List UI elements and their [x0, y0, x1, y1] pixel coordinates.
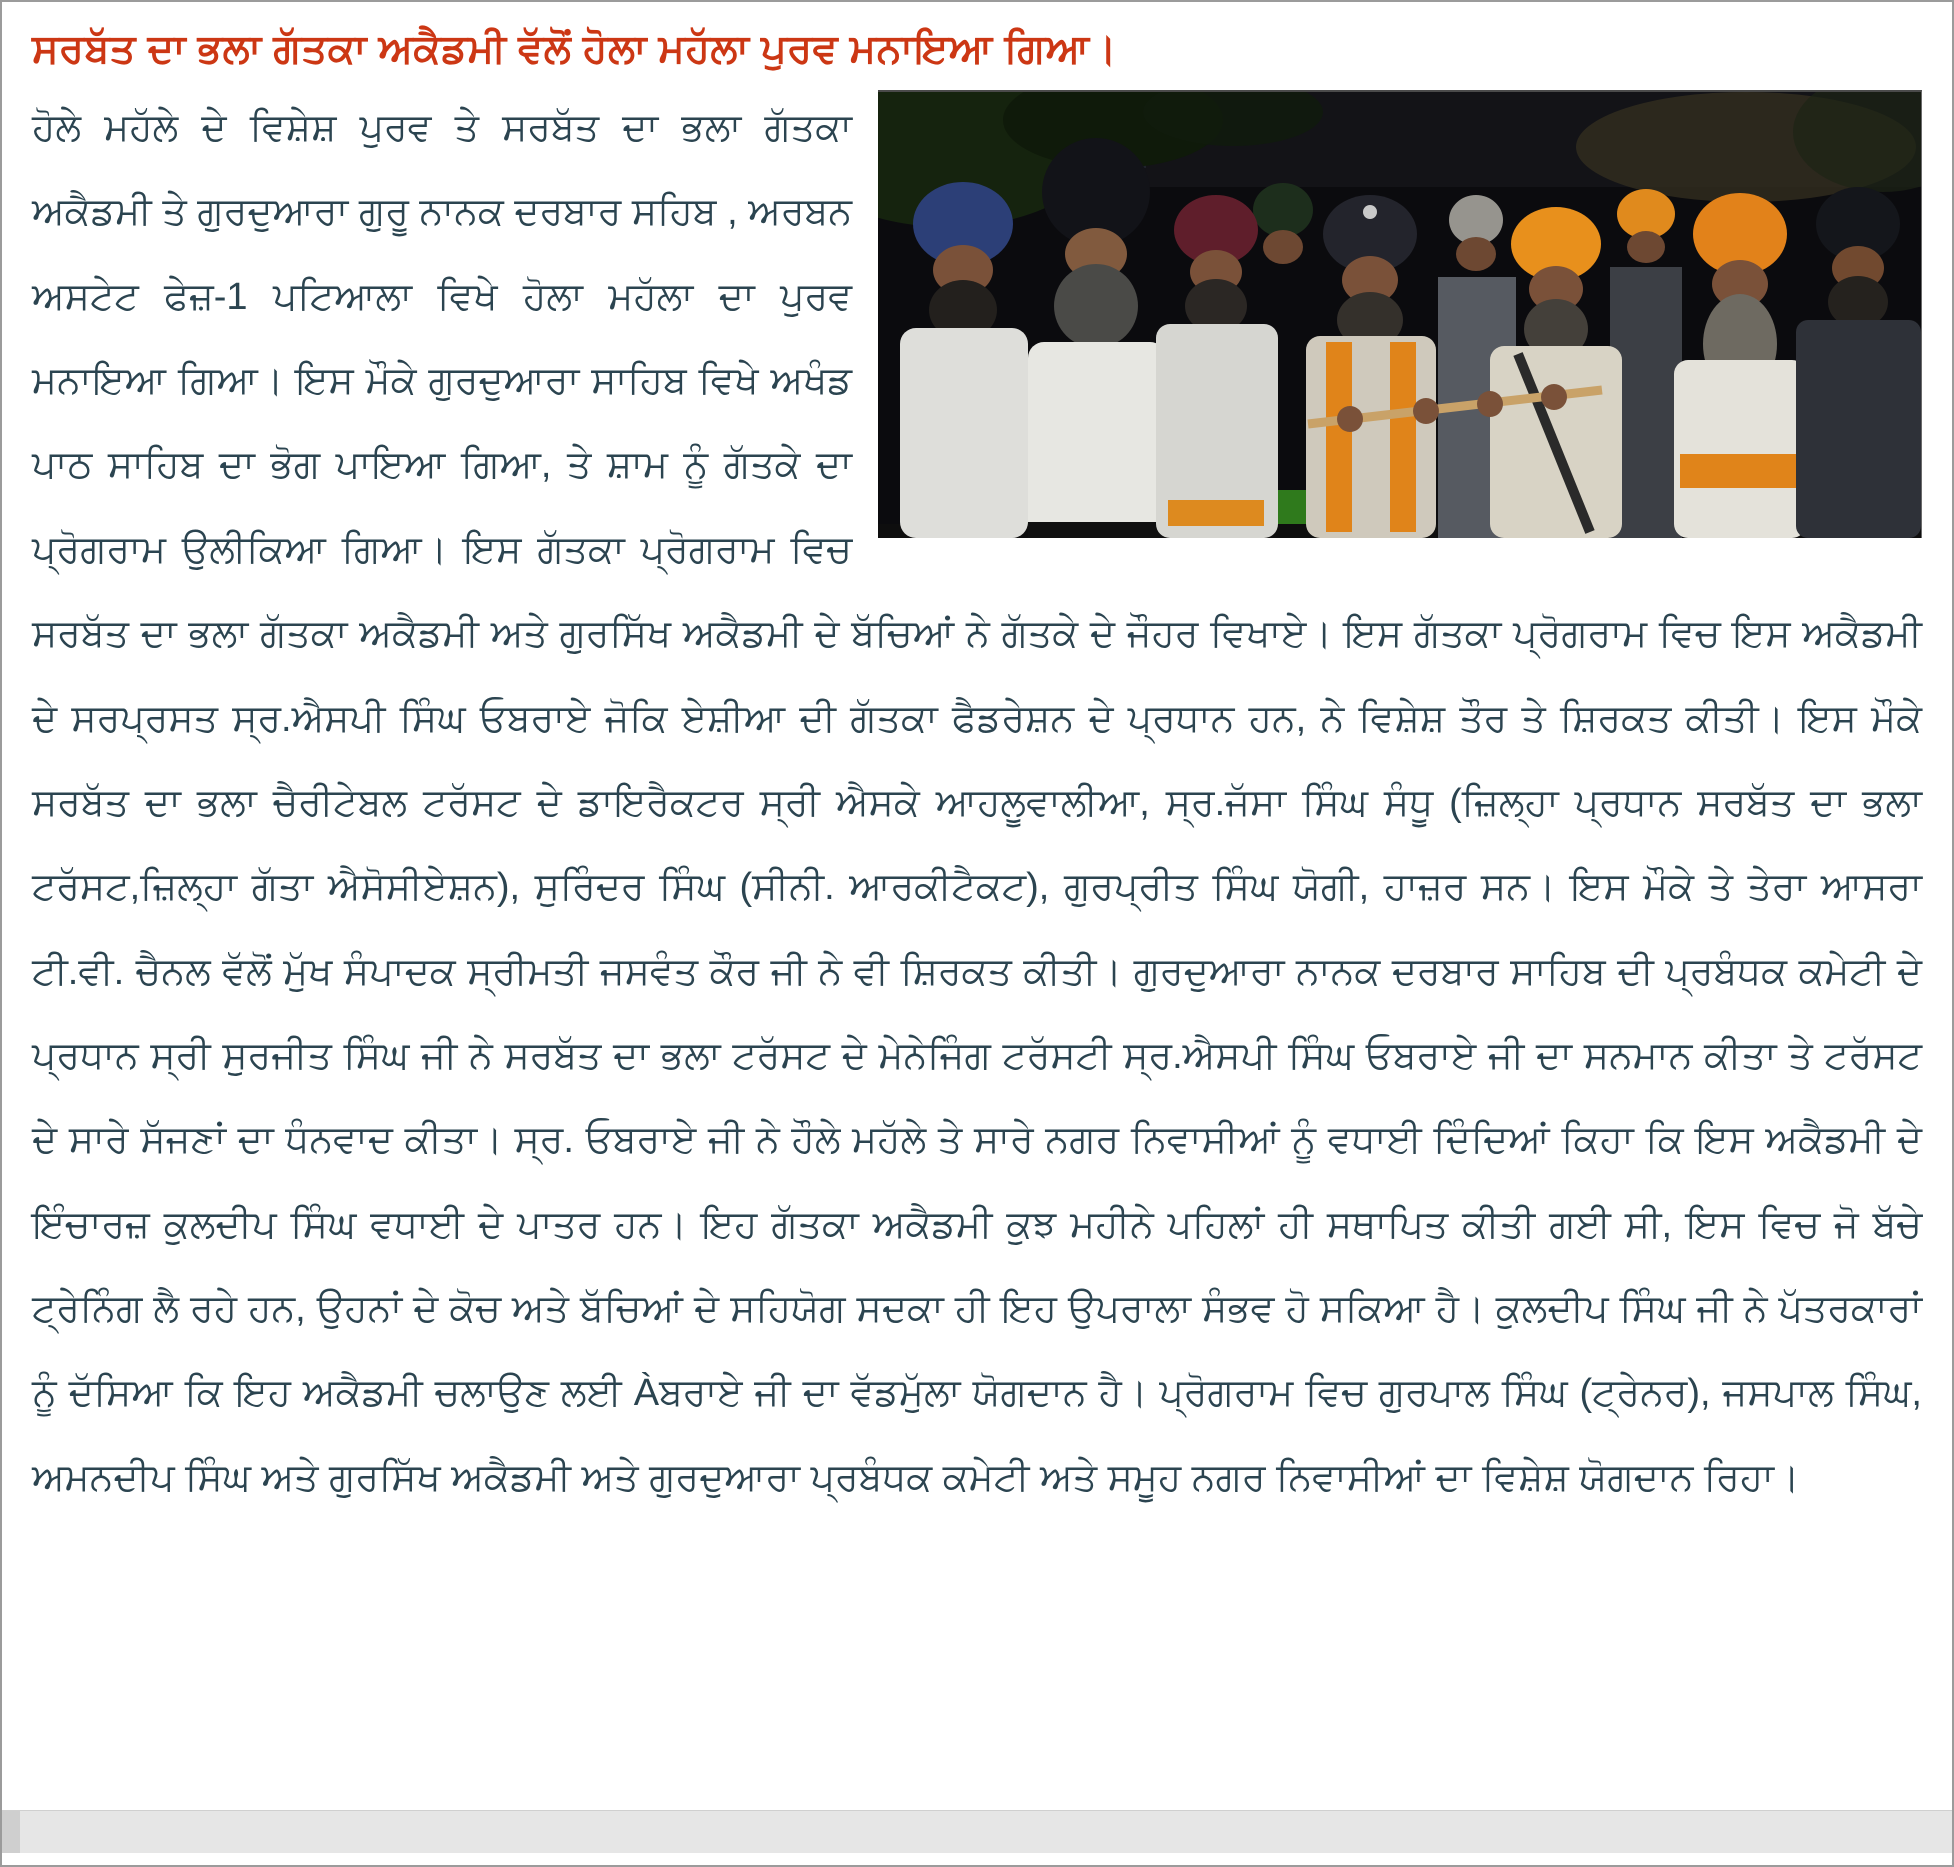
group-photo-illustration: [878, 92, 1921, 538]
article-body: ਹੋਲੇ ਮਹੱਲੇ ਦੇ ਵਿਸ਼ੇਸ਼ ਪੁਰਵ ਤੇ ਸਰਬੱਤ ਦਾ ਭਲਾ ਗੱਤਕਾ ਅਕੈਡਮੀ ਤੇ ਗੁਰਦੁਆਰਾ ਗੁਰੂ ਨਾਨਕ ਦਰਬਾਰ ਸਹਿਬ , ਅਰਬਨ ਅਸਟੇਟ ਫੇਜ਼-1 ਪਟਿਆਲਾ ਵਿਖੇ ਹੋਲਾ ਮਹੱਲਾ ਦਾ ਪੁਰਵ ਮਨਾਇਆ ਗਿਆ। ਇਸ ਮੌਕੇ ਗੁਰਦੁਆਰਾ ਸਾਹਿਬ ਵਿਖੇ ਅਖੰਡ ਪਾਠ ਸਾਹਿਬ ਦਾ ਭੋਗ ਪਾਇਆ ਗਿਆ, ਤੇ ਸ਼ਾਮ ਨੂੰ ਗੱਤਕੇ ਦਾ ਪ੍ਰੋਗਰਾਮ ਉਲੀਕਿਆ ਗਿਆ। ਇਸ ਗੱਤਕਾ ਪ੍ਰੋਗਰਾਮ ਵਿਚ ਸਰਬੱਤ ਦਾ ਭਲਾ ਗੱਤਕਾ ਅਕੈਡਮੀ ਅਤੇ ਗੁਰਸਿੱਖ ਅਕੈਡਮੀ ਦੇ ਬੱਚਿਆਂ ਨੇ ਗੱਤਕੇ ਦੇ ਜੌਹਰ ਵਿਖਾਏ। ਇਸ ਗੱਤਕਾ ਪ੍ਰੋਗਰਾਮ ਵਿਚ ਇਸ ਅਕੈਡਮੀ ਦੇ ਸਰਪ੍ਰਸਤ ਸ੍ਰ.ਐਸਪੀ ਸਿੰਘ ਓਬਰਾਏ ਜੋਕਿ ਏਸ਼ੀਆ ਦੀ ਗੱਤਕਾ ਫੈਡਰੇਸ਼ਨ ਦੇ ਪ੍ਰਧਾਨ ਹਨ, ਨੇ ਵਿਸ਼ੇਸ਼ ਤੌਰ ਤੇ ਸ਼ਿਰਕਤ ਕੀਤੀ। ਇਸ ਮੌਕੇ ਸਰਬੱਤ ਦਾ ਭਲਾ ਚੈਰੀਟੇਬਲ ਟਰੱਸਟ ਦੇ ਡਾਇਰੈਕਟਰ ਸ੍ਰੀ ਐਸਕੇ ਆਹਲੂਵਾਲੀਆ, ਸ੍ਰ.ਜੱਸਾ ਸਿੰਘ ਸੰਧੂ (ਜ਼ਿਲ੍ਹਾ ਪ੍ਰਧਾਨ ਸਰਬੱਤ ਦਾ ਭਲਾ ਟਰੱਸਟ,ਜ਼ਿਲ੍ਹਾ ਗੱਤਾ ਐਸੋਸੀਏਸ਼ਨ), ਸੁਰਿੰਦਰ ਸਿੰਘ (ਸੀਨੀ. ਆਰਕੀਟੈਕਟ), ਗੁਰਪ੍ਰੀਤ ਸਿੰਘ ਯੋਗੀ, ਹਾਜ਼ਰ ਸਨ। ਇਸ ਮੌਕੇ ਤੇ ਤੇਰਾ ਆਸਰਾ ਟੀ.ਵੀ. ਚੈਨਲ ਵੱਲੋਂ ਮੁੱਖ ਸੰਪਾਦਕ ਸ੍ਰੀਮਤੀ ਜਸਵੰਤ ਕੌਰ ਜੀ ਨੇ ਵੀ ਸ਼ਿਰਕਤ ਕੀਤੀ। ਗੁਰਦੁਆਰਾ ਨਾਨਕ ਦਰਬਾਰ ਸਾਹਿਬ ਦੀ ਪ੍ਰਬੰਧਕ ਕਮੇਟੀ ਦੇ ਪ੍ਰਧਾਨ ਸ੍ਰੀ ਸੁਰਜੀਤ ਸਿੰਘ ਜੀ ਨੇ ਸਰਬੱਤ ਦਾ ਭਲਾ ਟਰੱਸਟ ਦੇ ਮੇਨੇਜਿੰਗ ਟਰੱਸਟੀ ਸ੍ਰ.ਐਸਪੀ ਸਿੰਘ ਓਬਰਾਏ ਜੀ ਦਾ ਸਨਮਾਨ ਕੀਤਾ ਤੇ ਟਰੱਸਟ ਦੇ ਸਾਰੇ ਸੱਜਣਾਂ ਦਾ ਧੰਨਵਾਦ ਕੀਤਾ। ਸ੍ਰ. ਓਬਰਾਏ ਜੀ ਨੇ ਹੌਲੇ ਮਹੱਲੇ ਤੇ ਸਾਰੇ ਨਗਰ ਨਿਵਾਸੀਆਂ ਨੂੰ ਵਧਾਈ ਦਿੰਦਿਆਂ ਕਿਹਾ ਕਿ ਇਸ ਅਕੈਡਮੀ ਦੇ ਇੰਚਾਰਜ਼ ਕੁਲਦੀਪ ਸਿੰਘ ਵਧਾਈ ਦੇ ਪਾਤਰ ਹਨ। ਇਹ ਗੱਤਕਾ ਅਕੈਡਮੀ ਕੁਝ ਮਹੀਨੇ ਪਹਿਲਾਂ ਹੀ ਸਥਾਪਿਤ ਕੀਤੀ ਗਈ ਸੀ, ਇਸ ਵਿਚ ਜੋ ਬੱਚੇ ਟ੍ਰੇਨਿੰਗ ਲੈ ਰਹੇ ਹਨ, ਉਹਨਾਂ ਦੇ ਕੋਚ ਅਤੇ ਬੱਚਿਆਂ ਦੇ ਸਹਿਯੋਗ ਸਦਕਾ ਹੀ ਇਹ ਉਪਰਾਲਾ ਸੰਭਵ ਹੋ ਸਕਿਆ ਹੈ। ਕੁਲਦੀਪ ਸਿੰਘ ਜੀ ਨੇ ਪੱਤਰਕਾਰਾਂ ਨੂੰ ਦੱਸਿਆ ਕਿ ਇਹ ਅਕੈਡਮੀ ਚਲਾਉਣ ਲਈ Àਬਰਾਏ ਜੀ ਦਾ ਵੱਡਮੁੱਲਾ ਯੋਗਦਾਨ ਹੈ। ਪ੍ਰੋਗਰਾਮ ਵਿਚ ਗੁਰਪਾਲ ਸਿੰਘ (ਟ੍ਰੇਨਰ), ਜਸਪਾਲ ਸਿੰਘ, ਅਮਨਦੀਪ ਸਿੰਘ ਅਤੇ ਗੁਰਸਿੱਖ ਅਕੈਡਮੀ ਅਤੇ ਗੁਰਦੁਆਰਾ ਪ੍ਰਬੰਧਕ ਕਮੇਟੀ ਅਤੇ ਸਮੂਹ ਨਗਰ ਨਿਵਾਸੀਆਂ ਦਾ ਵਿਸ਼ੇਸ਼ ਯੋਗਦਾਨ ਰਿਹਾ।: [32, 107, 1922, 1499]
scrollbar-corner: [2, 1811, 20, 1853]
article-content: [2, 2, 1952, 1520]
article-headline: ਸਰਬੱਤ ਦਾ ਭਲਾ ਗੱਤਕਾ ਅਕੈਡਮੀ ਵੱਲੋਂ ਹੋਲਾ ਮਹੱਲਾ ਪੁਰਵ ਮਨਾਇਆ ਗਿਆ।: [32, 27, 1118, 71]
event-photo: [878, 90, 1922, 538]
horizontal-scrollbar-track[interactable]: [2, 1810, 1952, 1853]
